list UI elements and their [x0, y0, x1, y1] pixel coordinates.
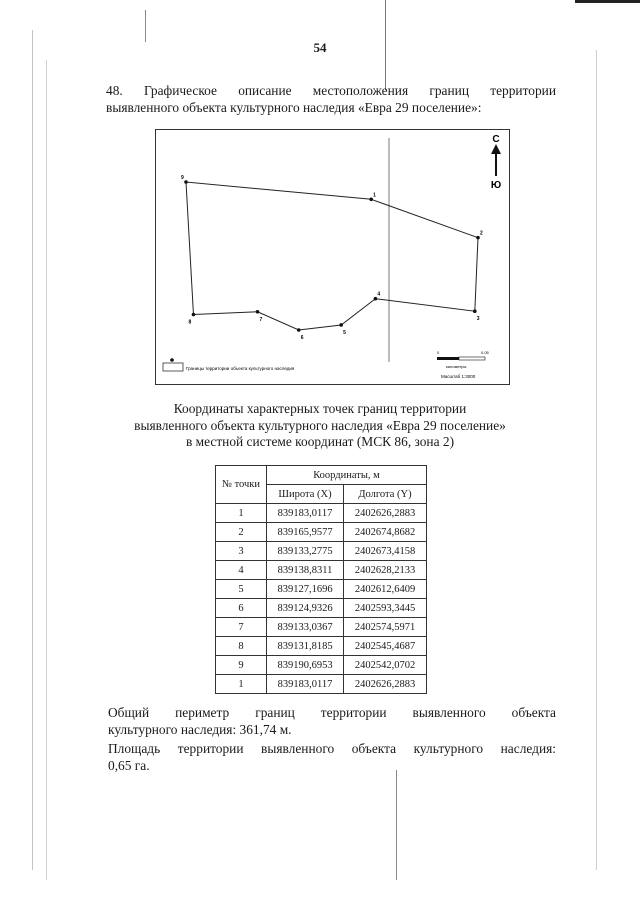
table-row	[216, 542, 427, 561]
scan-artifact-line	[596, 50, 597, 870]
cell-lat: 839131,8185	[267, 637, 344, 656]
cell-lon: 2402542,0702	[344, 656, 427, 675]
cell-lon: 2402628,2133	[344, 561, 427, 580]
boundary-map-svg	[156, 130, 509, 384]
header-coords: Координаты, м	[267, 466, 427, 485]
boundary-point-label: 8	[188, 319, 192, 326]
cell-point: 5	[216, 580, 267, 599]
table-caption	[0, 401, 640, 451]
table-row	[216, 618, 427, 637]
boundary-point-label: 1	[373, 192, 376, 199]
boundary-polygon	[186, 182, 478, 330]
cell-lat: 839133,0367	[267, 618, 344, 637]
boundary-point-marker	[473, 309, 477, 313]
north-label: С	[492, 134, 500, 145]
boundary-point-label: 2	[480, 230, 483, 237]
boundary-point-marker	[184, 180, 188, 184]
scale-units: километры	[446, 364, 467, 369]
header-point: № точки	[216, 466, 267, 504]
perimeter-line: культурного наследия: 361,74 м.	[108, 722, 292, 737]
cell-point: 1	[216, 675, 267, 694]
cell-point: 6	[216, 599, 267, 618]
table-row	[216, 599, 427, 618]
table-row	[216, 656, 427, 675]
table-row	[216, 504, 427, 523]
scan-artifact-bar	[575, 0, 640, 3]
cell-lon: 2402593,3445	[344, 599, 427, 618]
cell-lat: 839183,0117	[267, 504, 344, 523]
boundary-point-label: 7	[259, 316, 263, 323]
map-legend	[163, 358, 295, 371]
cell-point: 9	[216, 656, 267, 675]
table-row	[216, 637, 427, 656]
cell-lat: 839190,6953	[267, 656, 344, 675]
perimeter-line: Общий периметр границ территории выявленного объекта	[108, 705, 556, 720]
table-row	[216, 523, 427, 542]
cell-point: 1	[216, 504, 267, 523]
boundary-point-label: 6	[300, 335, 304, 341]
cell-lat: 839183,0117	[267, 675, 344, 694]
page-number: 54	[313, 40, 327, 55]
north-arrow	[491, 134, 501, 191]
header-lat: Широта (X)	[267, 485, 344, 504]
cell-point: 7	[216, 618, 267, 637]
scale-left: 0	[437, 350, 440, 355]
boundary-polygon-layer	[181, 175, 483, 341]
area-text	[72, 740, 556, 774]
heading-line: выявленного объекта культурного наследия «Евра 29 поселение»:	[106, 100, 482, 115]
area-line: 0,65 га.	[108, 758, 150, 773]
section-heading	[72, 82, 556, 116]
cell-point: 8	[216, 637, 267, 656]
caption-line: Координаты характерных точек границ территории	[173, 401, 467, 416]
table-row	[216, 675, 427, 694]
legend-text: Границы территории объекта культурного наследия	[186, 366, 295, 371]
boundary-point-label: 3	[476, 316, 480, 323]
legend-point-marker	[170, 358, 174, 362]
scan-artifact-line	[145, 10, 146, 42]
boundary-point-marker	[297, 328, 301, 332]
legend-swatch	[163, 363, 183, 371]
caption-line: выявленного объекта культурного наследия «Евра 29 поселение»	[134, 417, 506, 433]
scan-artifact-line	[46, 60, 47, 880]
cell-lon: 2402545,4687	[344, 637, 427, 656]
boundary-point-marker	[192, 313, 196, 317]
table-row	[216, 561, 427, 580]
cell-lat: 839133,2775	[267, 542, 344, 561]
scale-label: Масштаб 1:3000	[441, 374, 476, 379]
area-line: Площадь территории выявленного объекта культурного наследия:	[108, 741, 556, 756]
caption-line: в местной системе координат (МСК 86, зона 2)	[185, 434, 455, 449]
table-header-row	[216, 466, 427, 485]
table-row	[216, 580, 427, 599]
north-arrow-head	[491, 144, 501, 154]
scale-bar-dark	[437, 357, 459, 360]
cell-point: 4	[216, 561, 267, 580]
cell-lon: 2402674,8682	[344, 523, 427, 542]
scale-bar	[437, 350, 490, 379]
boundary-point-marker	[339, 323, 343, 327]
boundary-point-label: 9	[181, 175, 184, 181]
scale-bar-light	[459, 357, 485, 360]
boundary-point-marker	[256, 310, 260, 314]
perimeter-text	[72, 704, 556, 738]
cell-lon: 2402612,6409	[344, 580, 427, 599]
cell-lat: 839127,1696	[267, 580, 344, 599]
boundary-point-label: 4	[377, 291, 381, 298]
cell-lat: 839124,9326	[267, 599, 344, 618]
header-lon: Долгота (Y)	[344, 485, 427, 504]
coordinates-table	[215, 465, 427, 694]
scan-artifact-line	[396, 770, 397, 880]
cell-point: 3	[216, 542, 267, 561]
cell-lat: 839165,9577	[267, 523, 344, 542]
cell-lon: 2402626,2883	[344, 675, 427, 694]
cell-lon: 2402626,2883	[344, 504, 427, 523]
boundary-point-label: 5	[343, 329, 346, 336]
scale-right: 0.05	[481, 350, 489, 355]
cell-point: 2	[216, 523, 267, 542]
south-label: Ю	[490, 180, 502, 191]
heading-line: 48. Графическое описание местоположения границ территории	[106, 83, 556, 98]
cell-lon: 2402574,5971	[344, 618, 427, 637]
boundary-map	[155, 129, 510, 385]
cell-lon: 2402673,4158	[344, 542, 427, 561]
cell-lat: 839138,8311	[267, 561, 344, 580]
